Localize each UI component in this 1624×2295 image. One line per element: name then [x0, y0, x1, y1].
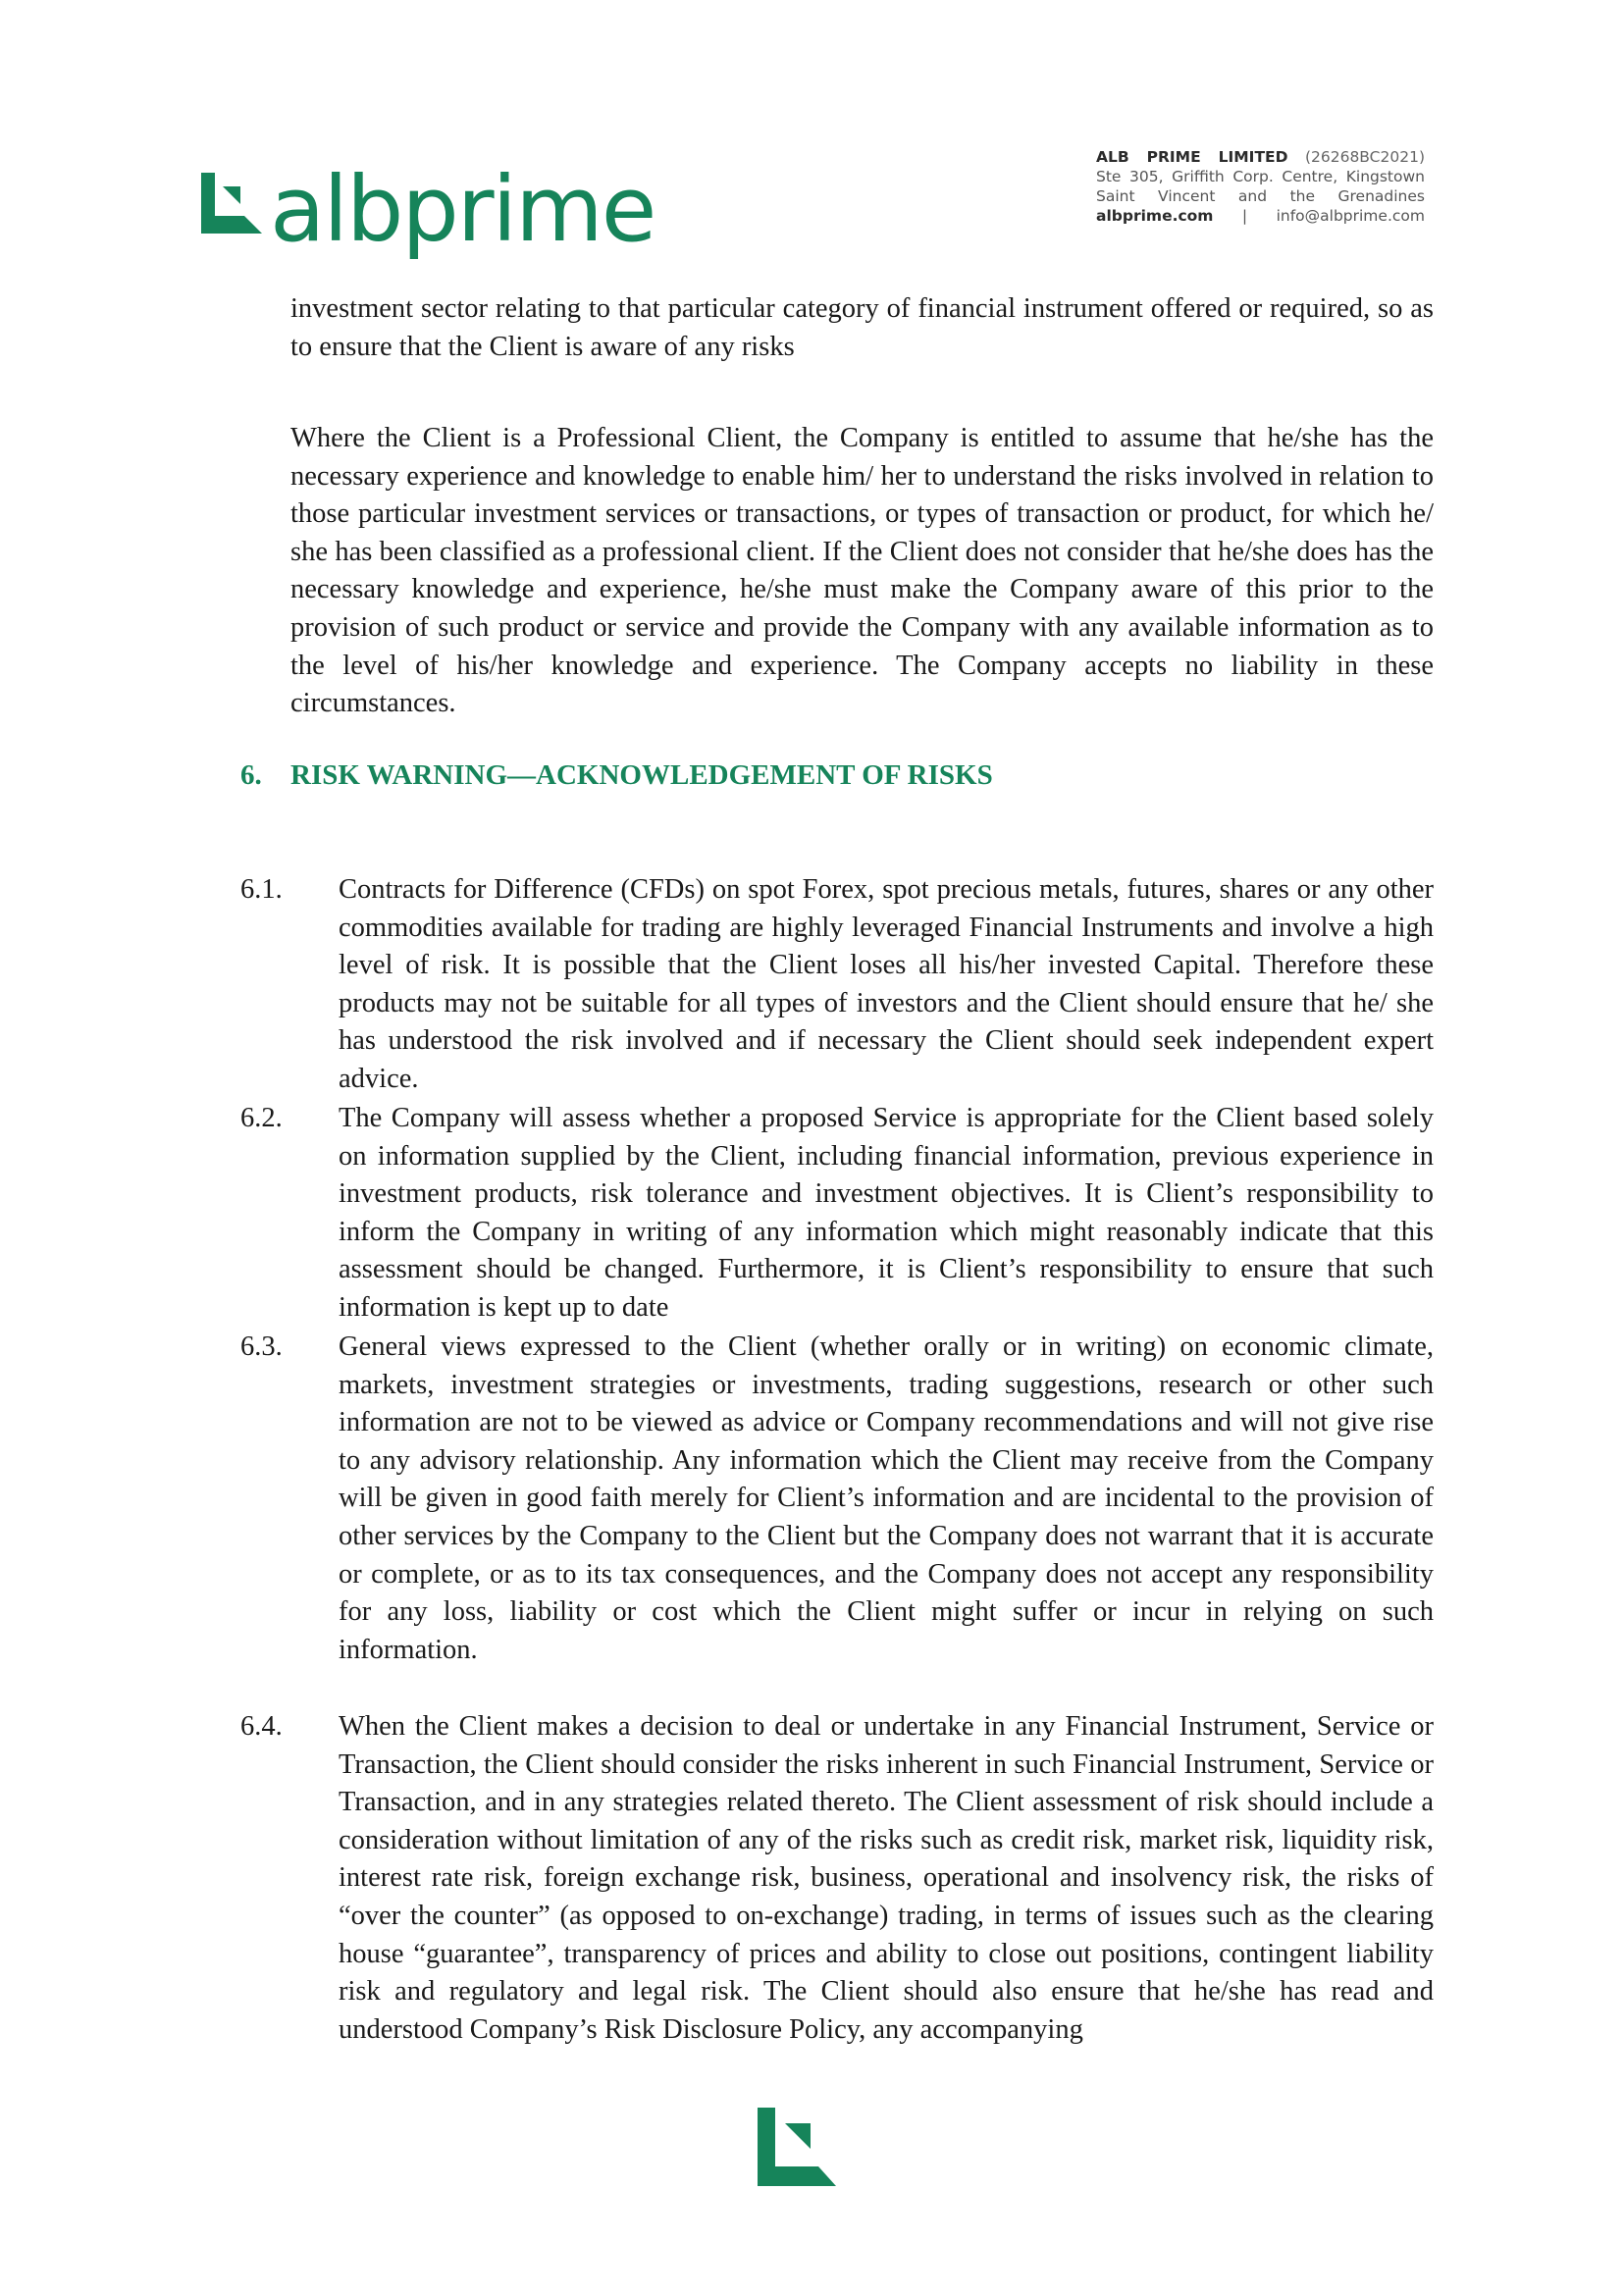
logo-wordmark: albprime [270, 157, 655, 262]
professional-client-paragraph: Where the Client is a Professional Client, the Company is entitled to assume that he/she has the necessary experience and knowledge to enable him/ her to understand the risks involved in relation to those particular investment services or transactions, or types of transaction or product, for which he/ she has been classified as a professional client. If the Client does not consider that he/she does has the necessary knowledge and experience, he/she must make the Company aware of this prior to the provision of such product or service and provide the Company with any available information as to the level of his/her knowledge and experience. The Company accepts no liability in these circumstances. [290, 423, 1434, 719]
clause-number: 6.2. [240, 1103, 283, 1133]
company-registration: (26268BC2021) [1304, 148, 1425, 166]
page-header [0, 0, 1624, 275]
clause-text: When the Client makes a decision to deal or undertake in any Financial Instrument, Service or Transaction, the Client should consider the risks inherent in such Financial Instrument, Service or Transaction, and in any strategies related thereto. The Client assessment of risk should include a consideration without limitation of any of the risks such as credit risk, market risk, liquidity risk, interest rate risk, foreign exchange risk, business, operational and insolvency risk, the risks of “over the counter” (as opposed to on-exchange) trading, in terms of issues such as the clearing house “guarantee”, transparency of prices and ability to close out positions, contingent liability risk and regulatory and legal risk. The Client should also ensure that he/she has read and understood Company’s Risk Disclosure Policy, any accompanying [339, 1711, 1434, 2045]
address-line-1: Ste 305, Griffith Corp. Centre, Kingstown [1096, 168, 1425, 185]
intro-continuation-paragraph: investment sector relating to that particular category of financial instrument offered or required, so as to ensure that the Client is aware of any risks [290, 293, 1434, 362]
clause-6-3 [240, 1329, 1434, 1669]
clause-6-4 [240, 1708, 1434, 2049]
clause-text: General views expressed to the Client (whether orally or in writing) on economic climate, markets, investment strategies or investments, trading suggestions, research or other such information are not to be viewed as advice or Company recommendations and will not give rise to any advisory relationship. Any information which the Client may receive from the Company will be given in good faith merely for Client’s information and are incidental to the provision of other services by the Company to the Client but the Company does not warrant that it is accurate or complete, or as to its tax consequences, and the Company does not accept any responsibility for any loss, liability or cost which the Client might suffer or incur in relying on such information. [339, 1331, 1434, 1665]
contact-separator: | [1241, 207, 1248, 225]
section-number: 6. [240, 759, 262, 791]
clause-text: The Company will assess whether a proposed Service is appropriate for the Client based solely on information supplied by the Client, including financial information, previous experience in investment products, risk tolerance and investment objectives. It is Client’s responsibility to inform the Company in writing of any information which might reasonably indicate that this assessment should be changed. Furthermore, it is Client’s responsibility to ensure that such information is kept up to date [339, 1103, 1434, 1323]
clause-6-2 [240, 1100, 1434, 1328]
clause-number: 6.4. [240, 1711, 283, 1742]
clause-number: 6.1. [240, 874, 283, 905]
footer-logo-mark-icon [758, 2108, 836, 2186]
logo-mark-icon [201, 173, 262, 234]
email-link[interactable]: info@albprime.com [1276, 207, 1425, 225]
address-line-2: Saint Vincent and the Grenadines [1096, 187, 1425, 205]
company-logo [201, 137, 655, 262]
section-heading [240, 756, 993, 795]
company-name: ALB PRIME LIMITED [1096, 148, 1288, 166]
clause-text: Contracts for Difference (CFDs) on spot Forex, spot precious metals, futures, shares or any other commodities available for trading are highly leveraged Financial Instruments and involve a high level of risk. It is possible that the Client loses all his/her invested Capital. Therefore these products may not be suitable for all types of investors and the Client should ensure that he/ she has understood the risk involved and if necessary the Client should seek independent expert advice. [339, 874, 1434, 1094]
clause-6-1 [240, 871, 1434, 1099]
clause-number: 6.3. [240, 1331, 283, 1362]
company-info-block [1096, 147, 1425, 226]
website-link[interactable]: albprime.com [1096, 207, 1214, 225]
section-title: RISK WARNING—ACKNOWLEDGEMENT OF RISKS [290, 759, 993, 791]
